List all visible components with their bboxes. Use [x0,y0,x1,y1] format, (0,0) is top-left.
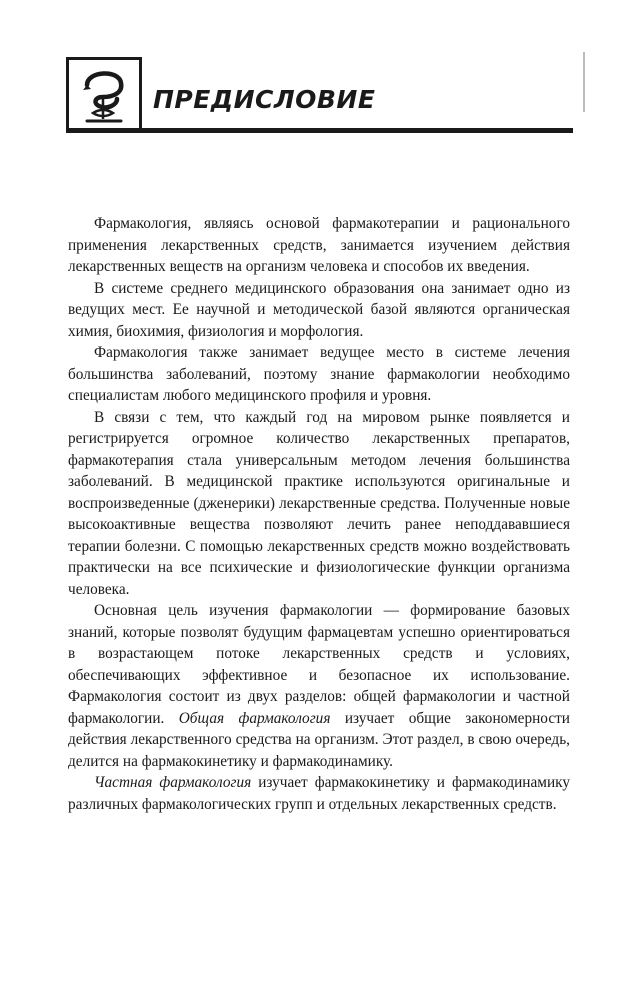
paragraph: Частная фармакология изучает фармакокинетику и фармакодинамику различных фармакологических групп и отдельных лекарственных средств. [68,774,570,813]
preface-body [68,213,570,815]
emphasis-term: Частная фармакология [94,774,252,791]
chapter-header [66,57,573,135]
paragraph: Фармакология, являясь основой фармакотерапии и рационального применения лекарственных средств, занимается изучением действия лекарственных веществ на организм человека и способов их введения. [68,215,570,275]
paragraph: Основная цель изучения фармакологии — формирование базовых знаний, которые позволят будущим фармацевтам успешно ориентироваться в возрастающем потоке лекарственных средств и условиях, обеспечивающих эффективное и безопасное их использование. Фармакология состоит из двух разделов: общей фармакологии и частной фармакологии. Общая фармакология изучает общие закономерности действия лекарственного средства на организм. Этот раздел, в свою очередь, делится на фармакокинетику и фармакодинамику. [68,602,570,770]
chapter-title: ПРЕДИСЛОВИЕ [153,85,376,114]
header-rule [66,128,573,133]
page-edge-line [583,52,585,112]
emphasis-term: Общая фармакология [178,709,331,727]
caduceus-snake-emblem-icon [73,63,135,125]
paragraph: В системе среднего медицинского образования она занимает одно из ведущих мест. Ее научной и методической базой являются органическая химия, биохимия, физиология и морфология. [68,279,570,340]
paragraph: В связи с тем, что каждый год на мировом рынке появляется и регистрируется огромное количество лекарственных препаратов, фармакотерапия стала универсальным методом лечения большинства заболеваний. В медицинской практике используются оригинальные и воспроизведенные (дженерики) лекарственные средства. Полученные новые высокоактивные вещества позволяют лечить ранее неподдававшиеся терапии болезни. С помощью лекарственных средств можно воздействовать практически на все психические и физиологические функции организма человека. [68,408,570,598]
emblem-box [66,57,142,131]
paragraph: Фармакология также занимает ведущее место в системе лечения большинства заболеваний, поэтому знание фармакологии необходимо специалистам любого медицинского профиля и уровня. [68,344,570,404]
